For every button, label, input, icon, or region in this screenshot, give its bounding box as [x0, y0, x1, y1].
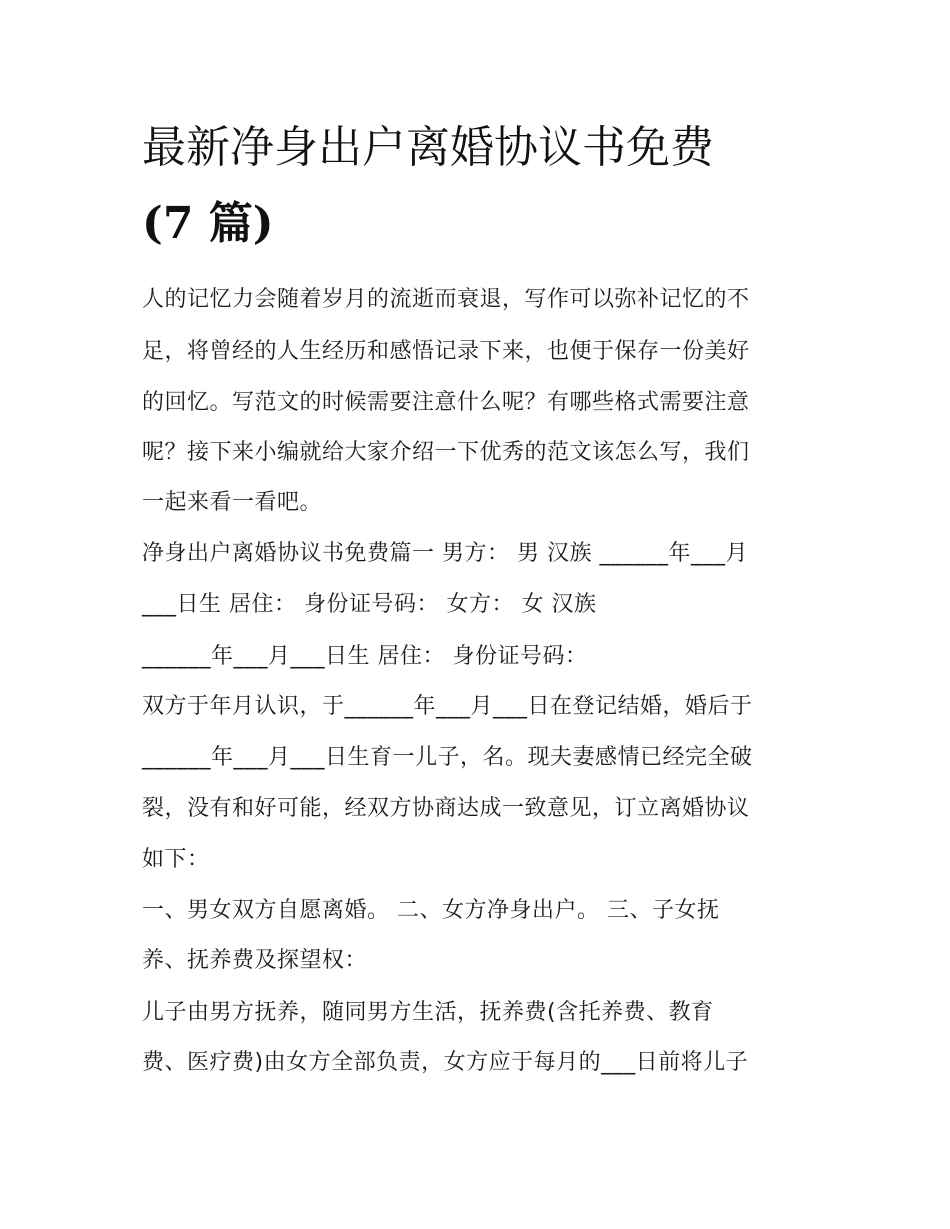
- document-title: [142, 110, 714, 262]
- intro-line-4: 呢？接下来小编就给大家介绍一下优秀的范文该怎么写，我们: [142, 440, 750, 465]
- custody-line-1: 儿子由男方抚养，随同男方生活，抚养费(含托养费、教育: [142, 1000, 714, 1025]
- party-info-line-3: ______年___月___日生 居住： 身份证号码：: [142, 644, 588, 669]
- party-info-line-1: 净身出户离婚协议书免费篇一 男方： 男 汉族 ______年___月: [142, 541, 748, 566]
- clause-line-1: 一、男女双方自愿离婚。 二、女方净身出户。 三、子女抚: [142, 898, 720, 923]
- intro-line-1: 人的记忆力会随着岁月的流逝而衰退，写作可以弥补记忆的不: [142, 287, 750, 312]
- marriage-line-3: 裂，没有和好可能，经双方协商达成一致意见，订立离婚协议: [142, 796, 750, 821]
- title-line-1: 最新净身出户离婚协议书免费: [142, 122, 714, 173]
- marriage-line-2: ______年___月___日生育一儿子，名。现夫妻感情已经完全破: [142, 745, 753, 770]
- clause-line-2: 养、抚养费及探望权：: [142, 948, 368, 973]
- intro-line-2: 足，将曾经的人生经历和感悟记录下来，也便于保存一份美好: [142, 339, 750, 364]
- marriage-line-4: 如下：: [142, 847, 210, 872]
- intro-line-3: 的回忆。写范文的时候需要注意什么呢？有哪些格式需要注意: [142, 390, 750, 415]
- party-info-line-2: ___日生 居住： 身份证号码： 女方： 女 汉族: [142, 592, 597, 617]
- marriage-line-1: 双方于年月认识，于______年___月___日在登记结婚，婚后于: [142, 694, 753, 719]
- intro-line-5: 一起来看一看吧。: [142, 490, 323, 515]
- title-line-2: (7 篇): [142, 198, 274, 249]
- custody-line-2: 费、医疗费)由女方全部负责，女方应于每月的___日前将儿子: [142, 1050, 749, 1075]
